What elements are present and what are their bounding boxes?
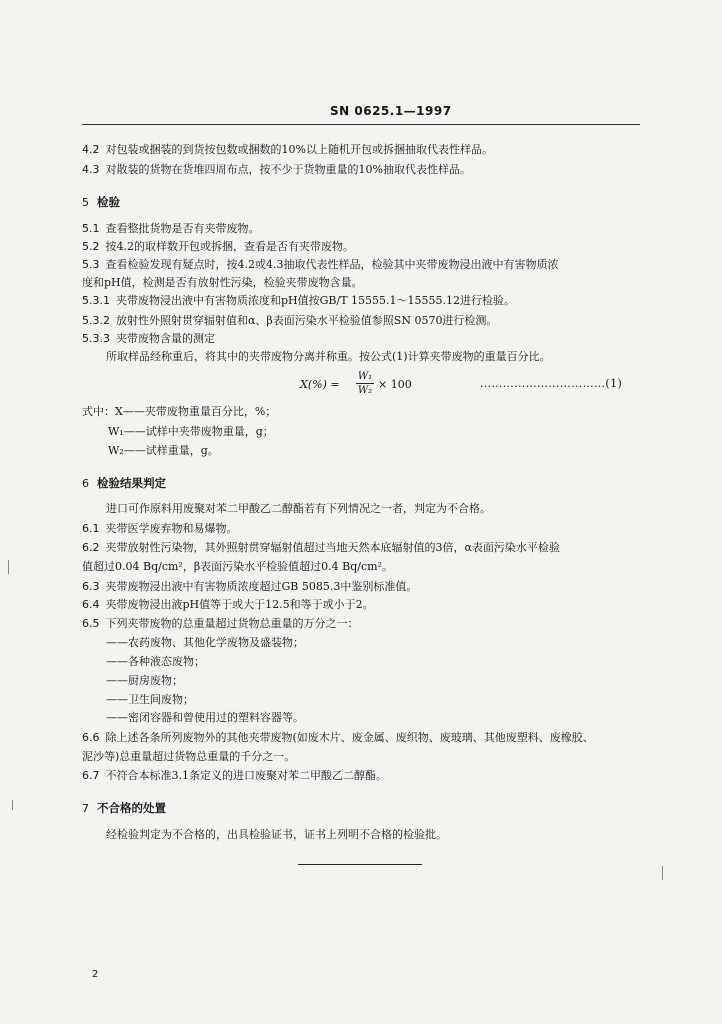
formula-lhs: X(%) = [300,378,340,391]
section-5-heading: 5 检验 [82,195,120,209]
clause-6-3: 6.3 夹带废物浸出液中有害物质浓度超过GB 5085.3中鉴别标准值。 [82,580,418,593]
section-7-heading: 7 不合格的处置 [82,801,166,815]
section-7-text: 经检验判定为不合格的，出具检验证书，证书上列明不合格的检验批。 [106,828,447,841]
clause-5-3-3-text: 所取样品经称重后，将其中的夹带废物分离并称重。按公式(1)计算夹带废物的重量百分比。 [106,350,551,363]
clause-6-1: 6.1 夹带医学废弃物和易爆物。 [82,522,238,535]
clause-6-2-cont: 值超过0.04 Bq/cm²，β表面污染水平检验值超过0.4 Bq/cm²。 [82,560,394,573]
clause-6-4: 6.4 夹带废物浸出液pH值等于或大于12.5和等于或小于2。 [82,598,374,611]
clause-4-3: 4.3 对散装的货物在货堆四周布点，按不少于货物重量的10%抽取代表性样品。 [82,163,471,176]
where-line-2: W₁——试样中夹带废物重量，g； [108,425,274,438]
clause-6-6: 6.6 除上述各条所列废物外的其他夹带废物(如废木片、废金属、废织物、废玻璃、其他废塑料、废橡胶、 [82,731,594,744]
clause-6-6-cont: 泥沙等)总重量超过货物总重量的千分之一。 [82,750,296,763]
formula-denominator: W₂ [357,385,373,396]
scan-mark [8,560,9,574]
header-rule [82,124,640,125]
clause-5-3-cont: 度和pH值，检测是否有放射性污染，检验夹带废物含量。 [82,276,363,289]
list-item: ——卫生间废物； [106,693,194,706]
list-item: ——各种液态废物； [106,655,205,668]
formula-equation-number: ……………………………(1) [480,377,623,390]
clause-5-1: 5.1 查看整批货物是否有夹带废物。 [82,222,260,235]
where-line-3: W₂——试样重量，g。 [108,444,219,457]
clause-4-2: 4.2 对包装或捆装的到货按包数或捆数的10%以上随机开包或拆捆抽取代表性样品。 [82,143,493,156]
scan-mark [12,800,13,810]
list-item: ——厨房废物； [106,674,183,687]
where-line-1: 式中：X——夹带废物重量百分比，%； [82,405,277,418]
clause-5-3-1: 5.3.1 夹带废物浸出液中有害物质浓度和pH值按GB/T 15555.1～15555.12进行检验。 [82,294,516,307]
scan-mark [662,866,663,880]
formula-numerator: W₁ [357,371,373,382]
formula-fraction [356,370,374,397]
page-number: 2 [92,969,99,980]
section-6-intro: 进口可作原料用废聚对苯二甲酸乙二醇酯若有下列情况之一者，判定为不合格。 [106,502,491,515]
page-header: SN 0625.1—1997 [330,104,452,118]
clause-6-5: 6.5 下列夹带废物的总重量超过货物总重量的万分之一： [82,617,359,630]
clause-5-3: 5.3 查看检验发现有疑点时，按4.2或4.3抽取代表性样品，检验其中夹带废物浸出液中有害物质浓 [82,258,559,271]
formula-rhs: × 100 [378,378,412,391]
list-item: ——密闭容器和曾使用过的塑料容器等。 [106,711,304,724]
clause-5-3-2: 5.3.2 放射性外照射贯穿辐射值和α、β表面污染水平检验值参照SN 0570进行检测。 [82,314,498,327]
clause-5-3-3: 5.3.3 夹带废物含量的测定 [82,332,215,345]
section-6-heading: 6 检验结果判定 [82,476,166,490]
clause-6-2: 6.2 夹带放射性污染物，其外照射贯穿辐射值超过当地天然本底辐射值的3倍，α表面污染水平检验 [82,541,560,554]
clause-5-2: 5.2 按4.2的取样数开包或拆捆，查看是否有夹带废物。 [82,240,354,253]
list-item: ——农药废物、其他化学废物及盛装物； [106,636,304,649]
end-rule [298,864,422,865]
clause-6-7: 6.7 不符合本标准3.1条定义的进口废聚对苯二甲酸乙二醇酯。 [82,769,387,782]
